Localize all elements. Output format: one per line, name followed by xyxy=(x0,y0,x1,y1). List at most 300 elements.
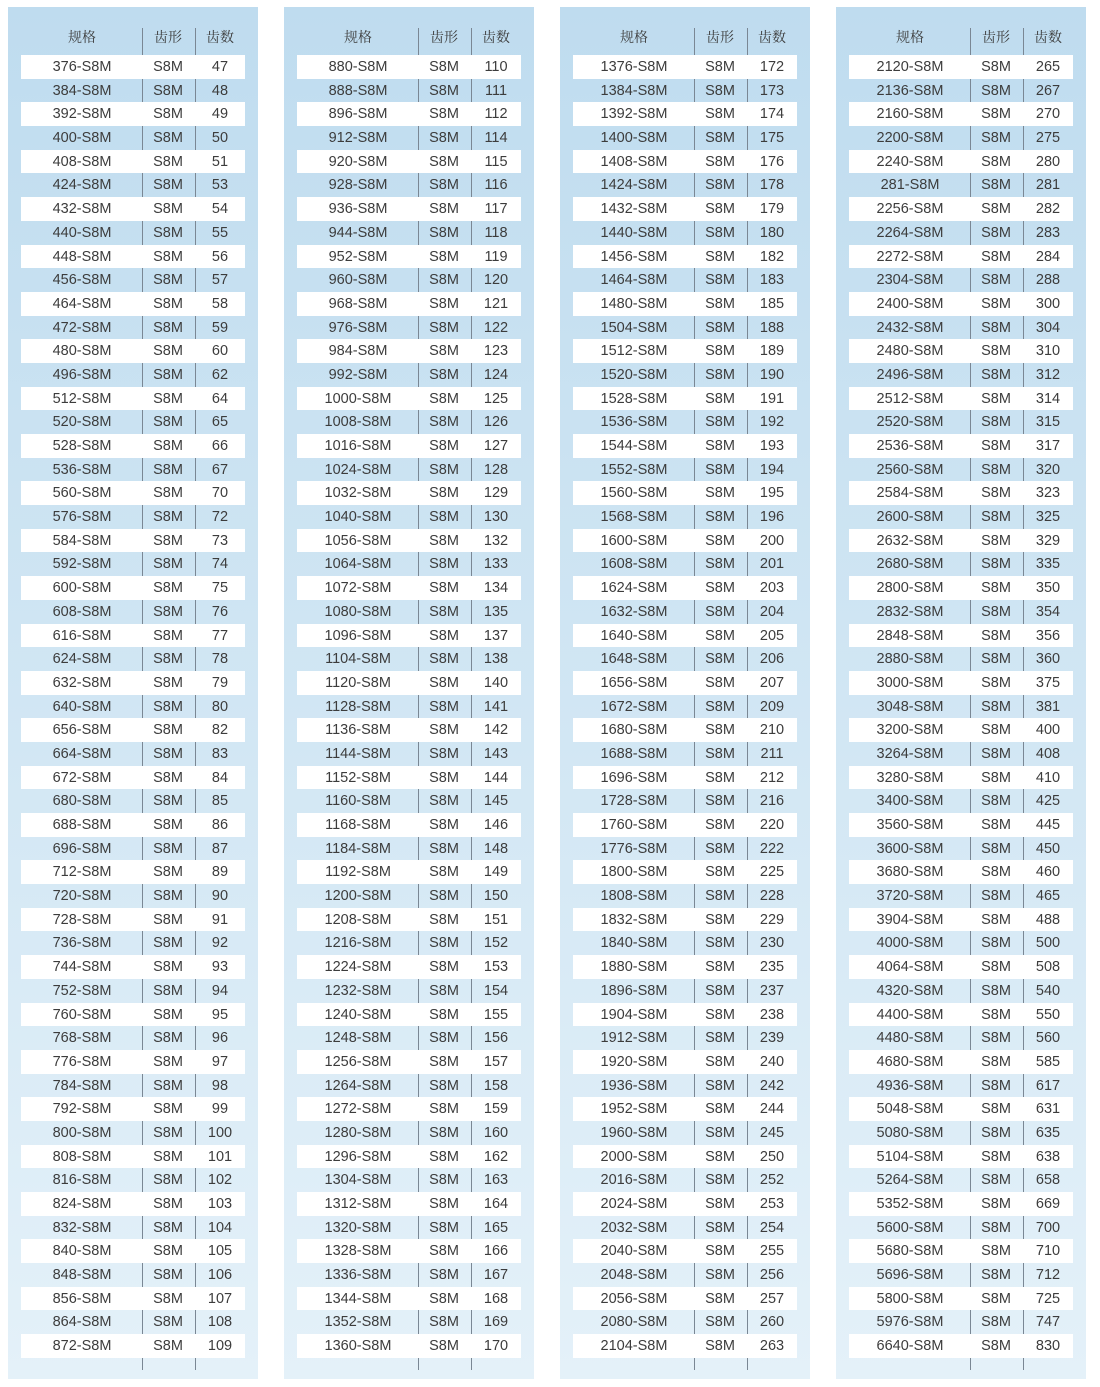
table-row xyxy=(297,813,521,837)
table-row xyxy=(573,1239,797,1263)
table-row xyxy=(849,1145,1073,1169)
table-row xyxy=(573,1050,797,1074)
cell-spec: 1040-S8M xyxy=(324,509,392,526)
cell-tooth-profile: S8M xyxy=(981,1219,1011,1236)
table-row xyxy=(297,481,521,505)
cell-tooth-count: 124 xyxy=(483,366,509,383)
cell-spec: 472-S8M xyxy=(52,319,112,336)
cell-spec: 808-S8M xyxy=(52,1148,112,1165)
cell-tooth-count: 210 xyxy=(759,722,785,739)
table-row xyxy=(573,1074,797,1098)
cell-tooth-count: 179 xyxy=(759,201,785,218)
cell-tooth-profile: S8M xyxy=(153,390,183,407)
table-row xyxy=(297,576,521,600)
table-row xyxy=(297,245,521,269)
cell-tooth-count: 135 xyxy=(483,603,509,620)
cell-tooth-profile: S8M xyxy=(705,1053,735,1070)
table-row xyxy=(297,766,521,790)
table-row xyxy=(573,647,797,671)
cell-tooth-profile: S8M xyxy=(153,1172,183,1189)
table-row xyxy=(297,458,521,482)
cell-tooth-profile: S8M xyxy=(705,1314,735,1331)
cell-spec: 2136-S8M xyxy=(876,82,944,99)
table-row xyxy=(297,1310,521,1334)
table-row xyxy=(573,102,797,126)
table-row xyxy=(297,931,521,955)
cell-tooth-profile: S8M xyxy=(429,698,459,715)
cell-tooth-count: 77 xyxy=(211,627,229,644)
cell-tooth-count: 105 xyxy=(207,1243,233,1260)
cell-spec: 2584-S8M xyxy=(876,485,944,502)
cell-tooth-count: 183 xyxy=(759,272,785,289)
cell-tooth-count: 275 xyxy=(1035,130,1061,147)
cell-spec: 4064-S8M xyxy=(876,959,944,976)
cell-tooth-count: 400 xyxy=(1035,722,1061,739)
table-row xyxy=(297,671,521,695)
cell-spec: 4480-S8M xyxy=(876,1030,944,1047)
cell-tooth-count: 212 xyxy=(759,769,785,786)
cell-tooth-count: 162 xyxy=(483,1148,509,1165)
cell-spec: 1776-S8M xyxy=(600,840,668,857)
cell-spec: 936-S8M xyxy=(328,201,388,218)
cell-tooth-profile: S8M xyxy=(981,864,1011,881)
table-row xyxy=(573,363,797,387)
cell-tooth-count: 192 xyxy=(759,414,785,431)
cell-spec: 480-S8M xyxy=(52,343,112,360)
cell-tooth-count: 126 xyxy=(483,414,509,431)
table-row xyxy=(297,955,521,979)
cell-tooth-count: 51 xyxy=(211,153,229,170)
cell-tooth-count: 98 xyxy=(211,1077,229,1094)
cell-spec: 1080-S8M xyxy=(324,603,392,620)
table-row xyxy=(573,126,797,150)
cell-tooth-count: 235 xyxy=(759,959,785,976)
table-row xyxy=(573,1121,797,1145)
cell-tooth-count: 216 xyxy=(759,793,785,810)
cell-spec: 3200-S8M xyxy=(876,722,944,739)
cell-tooth-profile: S8M xyxy=(981,59,1011,75)
table-row xyxy=(849,789,1073,813)
cell-spec: 1808-S8M xyxy=(600,888,668,905)
cell-spec: 1104-S8M xyxy=(325,651,391,668)
cell-tooth-profile: S8M xyxy=(981,1030,1011,1047)
cell-tooth-profile: S8M xyxy=(153,532,183,549)
cell-tooth-count: 237 xyxy=(759,982,785,999)
cell-spec: 632-S8M xyxy=(52,674,112,691)
cell-tooth-profile: S8M xyxy=(981,414,1011,431)
table-row xyxy=(849,1003,1073,1027)
cell-tooth-profile: S8M xyxy=(153,888,183,905)
table-row xyxy=(573,79,797,103)
cell-spec: 1728-S8M xyxy=(600,793,668,810)
cell-spec: 528-S8M xyxy=(52,438,112,454)
cell-tooth-profile: S8M xyxy=(153,485,183,502)
table-row xyxy=(573,1334,797,1358)
cell-spec: 680-S8M xyxy=(52,793,112,810)
cell-tooth-count: 156 xyxy=(483,1030,509,1047)
cell-tooth-profile: S8M xyxy=(153,982,183,999)
table-row xyxy=(21,387,245,411)
cell-tooth-profile: S8M xyxy=(981,1101,1011,1118)
table-row xyxy=(573,931,797,955)
table-row xyxy=(297,529,521,553)
cell-spec: 2200-S8M xyxy=(876,130,944,147)
cell-spec: 1216-S8M xyxy=(324,935,392,952)
cell-tooth-profile: S8M xyxy=(705,485,735,502)
cell-tooth-count: 203 xyxy=(759,580,785,597)
cell-tooth-count: 114 xyxy=(484,130,508,147)
table-row xyxy=(21,55,245,79)
table-row xyxy=(21,1287,245,1311)
table-row xyxy=(849,1050,1073,1074)
cell-tooth-profile: S8M xyxy=(981,1196,1011,1212)
cell-tooth-profile: S8M xyxy=(429,343,459,360)
cell-tooth-profile: S8M xyxy=(153,177,183,194)
cell-spec: 1208-S8M xyxy=(324,911,392,928)
cell-tooth-profile: S8M xyxy=(705,1101,735,1118)
cell-tooth-profile: S8M xyxy=(429,461,459,478)
cell-spec: 3264-S8M xyxy=(876,745,944,762)
cell-tooth-count: 230 xyxy=(759,935,785,952)
cell-tooth-profile: S8M xyxy=(981,509,1011,526)
cell-tooth-profile: S8M xyxy=(981,1314,1011,1331)
cell-tooth-profile: S8M xyxy=(981,130,1011,147)
cell-tooth-count: 174 xyxy=(759,106,785,123)
cell-tooth-profile: S8M xyxy=(429,722,459,739)
cell-spec: 408-S8M xyxy=(52,153,112,170)
cell-tooth-profile: S8M xyxy=(705,295,735,312)
table-row xyxy=(849,1287,1073,1311)
table-row xyxy=(573,813,797,837)
cell-tooth-profile: S8M xyxy=(429,603,459,620)
cell-tooth-count: 86 xyxy=(211,817,229,833)
cell-tooth-profile: S8M xyxy=(429,366,459,383)
cell-tooth-profile: S8M xyxy=(429,1338,459,1355)
cell-tooth-count: 239 xyxy=(759,1030,785,1047)
cell-tooth-count: 360 xyxy=(1035,651,1061,668)
table-row xyxy=(21,221,245,245)
cell-tooth-profile: S8M xyxy=(981,911,1011,928)
cell-tooth-count: 288 xyxy=(1035,272,1061,289)
cell-spec: 976-S8M xyxy=(328,319,388,336)
table-panel-1 xyxy=(8,7,258,1379)
cell-tooth-count: 350 xyxy=(1035,580,1061,597)
cell-spec: 5352-S8M xyxy=(876,1196,944,1212)
cell-spec: 1512-S8M xyxy=(600,343,668,360)
cell-spec: 2600-S8M xyxy=(876,509,944,526)
table-row xyxy=(849,576,1073,600)
cell-spec: 1912-S8M xyxy=(600,1030,668,1047)
table-row xyxy=(849,102,1073,126)
cell-tooth-profile: S8M xyxy=(429,272,459,289)
cell-tooth-profile: S8M xyxy=(429,224,459,241)
cell-spec: 1168-S8M xyxy=(325,817,391,833)
cell-tooth-count: 260 xyxy=(759,1314,785,1331)
cell-tooth-profile: S8M xyxy=(705,224,735,241)
cell-tooth-profile: S8M xyxy=(153,1219,183,1236)
cell-tooth-profile: S8M xyxy=(705,1243,735,1260)
cell-tooth-count: 154 xyxy=(483,982,509,999)
cell-spec: 872-S8M xyxy=(52,1338,112,1355)
table-row xyxy=(573,316,797,340)
table-row xyxy=(21,1263,245,1287)
cell-tooth-count: 82 xyxy=(211,722,229,739)
table-row xyxy=(573,552,797,576)
cell-tooth-count: 129 xyxy=(483,485,509,502)
cell-spec: 656-S8M xyxy=(52,722,112,739)
cell-tooth-profile: S8M xyxy=(705,674,735,691)
table-row xyxy=(849,695,1073,719)
cell-tooth-profile: S8M xyxy=(981,888,1011,905)
table-row xyxy=(573,979,797,1003)
table-row xyxy=(573,481,797,505)
cell-spec: 5696-S8M xyxy=(876,1267,944,1284)
cell-spec: 896-S8M xyxy=(328,106,388,123)
cell-spec: 600-S8M xyxy=(52,580,112,597)
table-row xyxy=(849,1026,1073,1050)
table-row xyxy=(21,884,245,908)
cell-tooth-count: 229 xyxy=(759,911,785,928)
cell-tooth-profile: S8M xyxy=(429,1124,459,1141)
table-row xyxy=(849,245,1073,269)
cell-tooth-profile: S8M xyxy=(981,1267,1011,1284)
cell-spec: 536-S8M xyxy=(52,461,112,478)
table-row xyxy=(21,268,245,292)
cell-tooth-profile: S8M xyxy=(153,627,183,644)
table-row xyxy=(297,742,521,766)
table-row xyxy=(573,789,797,813)
table-row xyxy=(849,173,1073,197)
cell-tooth-profile: S8M xyxy=(981,982,1011,999)
cell-tooth-count: 54 xyxy=(211,201,229,218)
cell-tooth-profile: S8M xyxy=(705,272,735,289)
table-row xyxy=(21,458,245,482)
table-row xyxy=(849,766,1073,790)
table-row xyxy=(573,458,797,482)
cell-tooth-count: 83 xyxy=(211,745,229,762)
table-row xyxy=(849,458,1073,482)
cell-spec: 2264-S8M xyxy=(876,224,944,241)
cell-tooth-profile: S8M xyxy=(981,295,1011,312)
cell-spec: 512-S8M xyxy=(52,390,112,407)
cell-spec: 736-S8M xyxy=(52,935,112,952)
cell-spec: 888-S8M xyxy=(328,82,388,99)
table-row xyxy=(21,292,245,316)
cell-tooth-count: 95 xyxy=(211,1006,229,1023)
cell-tooth-profile: S8M xyxy=(981,343,1011,360)
cell-tooth-profile: S8M xyxy=(705,982,735,999)
table-row xyxy=(849,481,1073,505)
cell-tooth-count: 66 xyxy=(211,438,229,454)
table-row xyxy=(573,55,797,79)
table-row xyxy=(21,979,245,1003)
cell-spec: 912-S8M xyxy=(328,130,388,147)
table-header xyxy=(560,24,810,48)
cell-tooth-count: 160 xyxy=(483,1124,509,1141)
cell-tooth-profile: S8M xyxy=(153,864,183,881)
cell-tooth-profile: S8M xyxy=(153,745,183,762)
cell-tooth-profile: S8M xyxy=(981,248,1011,265)
cell-tooth-count: 178 xyxy=(759,177,785,194)
cell-tooth-count: 56 xyxy=(211,248,229,265)
table-row xyxy=(849,931,1073,955)
cell-tooth-profile: S8M xyxy=(429,201,459,218)
cell-tooth-count: 175 xyxy=(759,130,785,147)
cell-tooth-count: 315 xyxy=(1035,414,1061,431)
table-row xyxy=(21,647,245,671)
cell-tooth-count: 188 xyxy=(759,319,785,336)
cell-tooth-profile: S8M xyxy=(981,1077,1011,1094)
table-row xyxy=(21,766,245,790)
table-row xyxy=(297,1050,521,1074)
table-row xyxy=(849,268,1073,292)
table-row xyxy=(573,268,797,292)
cell-tooth-profile: S8M xyxy=(705,745,735,762)
cell-spec: 4320-S8M xyxy=(876,982,944,999)
table-row xyxy=(21,1216,245,1240)
cell-tooth-count: 488 xyxy=(1035,911,1061,928)
cell-spec: 768-S8M xyxy=(52,1030,112,1047)
cell-spec: 616-S8M xyxy=(52,627,112,644)
cell-tooth-count: 282 xyxy=(1035,201,1061,218)
cell-tooth-profile: S8M xyxy=(705,959,735,976)
cell-spec: 2400-S8M xyxy=(876,295,944,312)
cell-tooth-profile: S8M xyxy=(705,817,735,833)
cell-tooth-profile: S8M xyxy=(705,911,735,928)
cell-tooth-count: 133 xyxy=(483,556,509,573)
cell-tooth-count: 194 xyxy=(759,461,785,478)
table-row xyxy=(21,126,245,150)
cell-tooth-count: 205 xyxy=(759,627,785,644)
cell-tooth-count: 59 xyxy=(211,319,229,336)
table-row xyxy=(297,387,521,411)
cell-tooth-profile: S8M xyxy=(981,390,1011,407)
cell-tooth-count: 92 xyxy=(211,935,229,952)
cell-spec: 1392-S8M xyxy=(600,106,668,123)
cell-tooth-count: 253 xyxy=(759,1196,785,1212)
table-row xyxy=(297,1121,521,1145)
cell-tooth-profile: S8M xyxy=(429,248,459,265)
table-row xyxy=(849,1192,1073,1216)
cell-spec: 728-S8M xyxy=(52,911,112,928)
cell-spec: 5976-S8M xyxy=(876,1314,944,1331)
cell-tooth-profile: S8M xyxy=(981,580,1011,597)
header-tooth-count: 齿数 xyxy=(1034,29,1062,45)
table-rows xyxy=(849,55,1073,1358)
cell-tooth-profile: S8M xyxy=(153,817,183,833)
cell-tooth-count: 209 xyxy=(759,698,785,715)
cell-tooth-profile: S8M xyxy=(153,1148,183,1165)
cell-tooth-count: 67 xyxy=(211,461,229,478)
table-row xyxy=(21,1121,245,1145)
cell-tooth-count: 220 xyxy=(759,817,785,833)
cell-tooth-profile: S8M xyxy=(705,248,735,265)
cell-tooth-count: 190 xyxy=(759,366,785,383)
table-row xyxy=(21,1239,245,1263)
cell-tooth-count: 157 xyxy=(483,1053,509,1070)
cell-spec: 3560-S8M xyxy=(876,817,944,833)
cell-tooth-profile: S8M xyxy=(981,935,1011,952)
cell-spec: 1632-S8M xyxy=(600,603,668,620)
cell-spec: 424-S8M xyxy=(52,177,112,194)
table-row xyxy=(21,624,245,648)
cell-tooth-count: 119 xyxy=(484,248,508,265)
cell-tooth-count: 118 xyxy=(484,224,508,241)
cell-tooth-profile: S8M xyxy=(429,390,459,407)
cell-tooth-count: 669 xyxy=(1035,1196,1061,1212)
cell-tooth-profile: S8M xyxy=(705,177,735,194)
table-row xyxy=(573,529,797,553)
cell-tooth-profile: S8M xyxy=(429,580,459,597)
cell-tooth-count: 356 xyxy=(1035,627,1061,644)
table-row xyxy=(297,1239,521,1263)
cell-tooth-count: 225 xyxy=(759,864,785,881)
cell-spec: 1272-S8M xyxy=(324,1101,392,1118)
cell-spec: 1960-S8M xyxy=(600,1124,668,1141)
cell-tooth-profile: S8M xyxy=(429,1077,459,1094)
cell-tooth-profile: S8M xyxy=(153,1314,183,1331)
cell-tooth-count: 631 xyxy=(1035,1101,1061,1118)
table-row xyxy=(849,434,1073,458)
table-row xyxy=(297,268,521,292)
cell-spec: 1696-S8M xyxy=(600,769,668,786)
cell-spec: 5104-S8M xyxy=(876,1148,944,1165)
cell-tooth-profile: S8M xyxy=(705,1338,735,1355)
cell-tooth-count: 354 xyxy=(1035,603,1061,620)
cell-tooth-count: 49 xyxy=(211,106,229,123)
table-row xyxy=(297,434,521,458)
table-row xyxy=(21,481,245,505)
cell-tooth-count: 244 xyxy=(759,1101,785,1118)
cell-tooth-count: 50 xyxy=(211,130,229,147)
cell-tooth-count: 122 xyxy=(483,319,509,336)
cell-spec: 1144-S8M xyxy=(325,745,391,762)
cell-tooth-profile: S8M xyxy=(705,1006,735,1023)
cell-tooth-profile: S8M xyxy=(429,982,459,999)
cell-tooth-count: 75 xyxy=(211,580,229,597)
cell-spec: 2848-S8M xyxy=(876,627,944,644)
cell-spec: 1200-S8M xyxy=(324,888,392,905)
table-row xyxy=(573,410,797,434)
cell-spec: 2632-S8M xyxy=(876,532,944,549)
cell-tooth-count: 165 xyxy=(483,1219,509,1236)
table-row xyxy=(297,1145,521,1169)
cell-spec: 1000-S8M xyxy=(324,390,392,407)
cell-tooth-profile: S8M xyxy=(153,1053,183,1070)
cell-spec: 5264-S8M xyxy=(876,1172,944,1189)
cell-tooth-profile: S8M xyxy=(705,603,735,620)
cell-tooth-profile: S8M xyxy=(429,1219,459,1236)
cell-spec: 1336-S8M xyxy=(324,1267,392,1284)
cell-tooth-count: 84 xyxy=(211,769,229,786)
cell-tooth-count: 585 xyxy=(1035,1053,1061,1070)
cell-tooth-profile: S8M xyxy=(705,461,735,478)
cell-tooth-count: 263 xyxy=(759,1338,785,1355)
cell-tooth-profile: S8M xyxy=(981,793,1011,810)
table-row xyxy=(573,221,797,245)
table-row xyxy=(297,410,521,434)
table-row xyxy=(573,173,797,197)
table-row xyxy=(21,197,245,221)
table-row xyxy=(21,860,245,884)
cell-spec: 1384-S8M xyxy=(600,82,668,99)
header-spec: 规格 xyxy=(344,29,372,45)
cell-spec: 784-S8M xyxy=(52,1077,112,1094)
cell-tooth-profile: S8M xyxy=(705,343,735,360)
cell-spec: 3904-S8M xyxy=(876,911,944,928)
cell-tooth-count: 238 xyxy=(759,1006,785,1023)
cell-tooth-count: 166 xyxy=(483,1243,509,1260)
